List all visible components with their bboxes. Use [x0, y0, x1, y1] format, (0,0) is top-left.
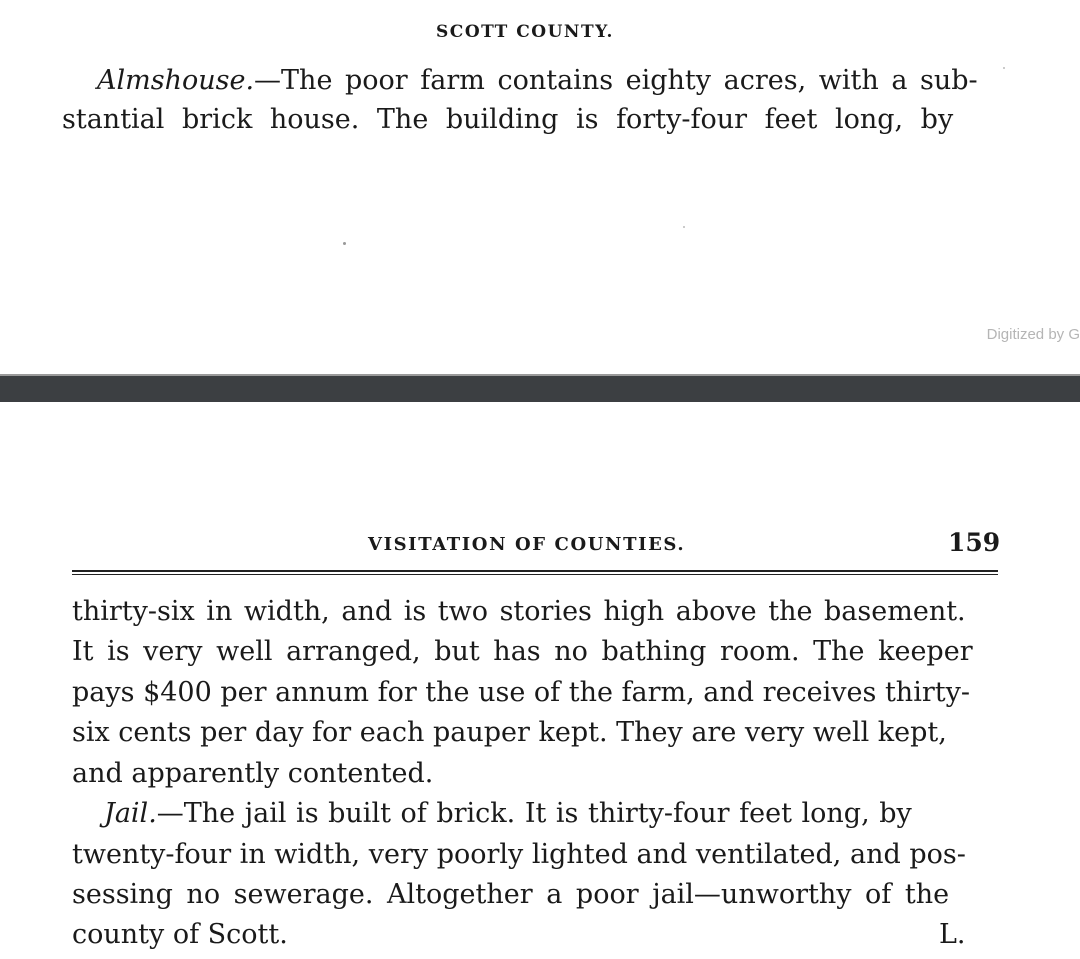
- text-line: and apparently contented.: [72, 758, 434, 789]
- scan-speck: [343, 242, 346, 245]
- scan-page-bottom: [0, 402, 1080, 959]
- running-head-bottom: VISITATION OF COUNTIES.: [368, 534, 686, 555]
- text-line: pays $400 per annum for the use of the farm, and receives thirty-: [72, 677, 970, 708]
- scan-page-top: [0, 0, 1080, 374]
- text-line: thirty-six in width, and is two stories high above the basement.: [72, 596, 966, 627]
- page-divider-bar: [0, 374, 1080, 404]
- text-line: It is very well arranged, but has no bathing room. The keeper: [72, 636, 973, 667]
- page-number: 159: [948, 528, 1001, 557]
- text-line: sessing no sewerage. Altogether a poor jail—unworthy of the: [72, 879, 950, 910]
- digitized-watermark: Digitized by G: [986, 326, 1080, 343]
- text-line: Almshouse.—The poor farm contains eighty acres, with a sub-: [97, 65, 978, 96]
- signature-initial: L.: [939, 919, 966, 950]
- running-head-top: SCOTT COUNTY.: [436, 22, 614, 42]
- scan-speck: [1003, 67, 1005, 69]
- text-line: Jail.—The jail is built of brick. It is thirty-four feet long, by: [104, 798, 912, 829]
- header-rule: [72, 570, 998, 572]
- text-line: six cents per day for each pauper kept. They are very well kept,: [72, 717, 947, 748]
- header-rule-thin: [72, 574, 998, 575]
- text-line: county of Scott.: [72, 919, 288, 950]
- text-line: stantial brick house. The building is forty-four feet long, by: [62, 104, 954, 135]
- text-line: twenty-four in width, very poorly lighted and ventilated, and pos-: [72, 839, 966, 870]
- section-lead-almshouse: Almshouse.: [97, 65, 255, 96]
- section-lead-jail: Jail.: [104, 798, 157, 829]
- scan-speck: [683, 226, 685, 228]
